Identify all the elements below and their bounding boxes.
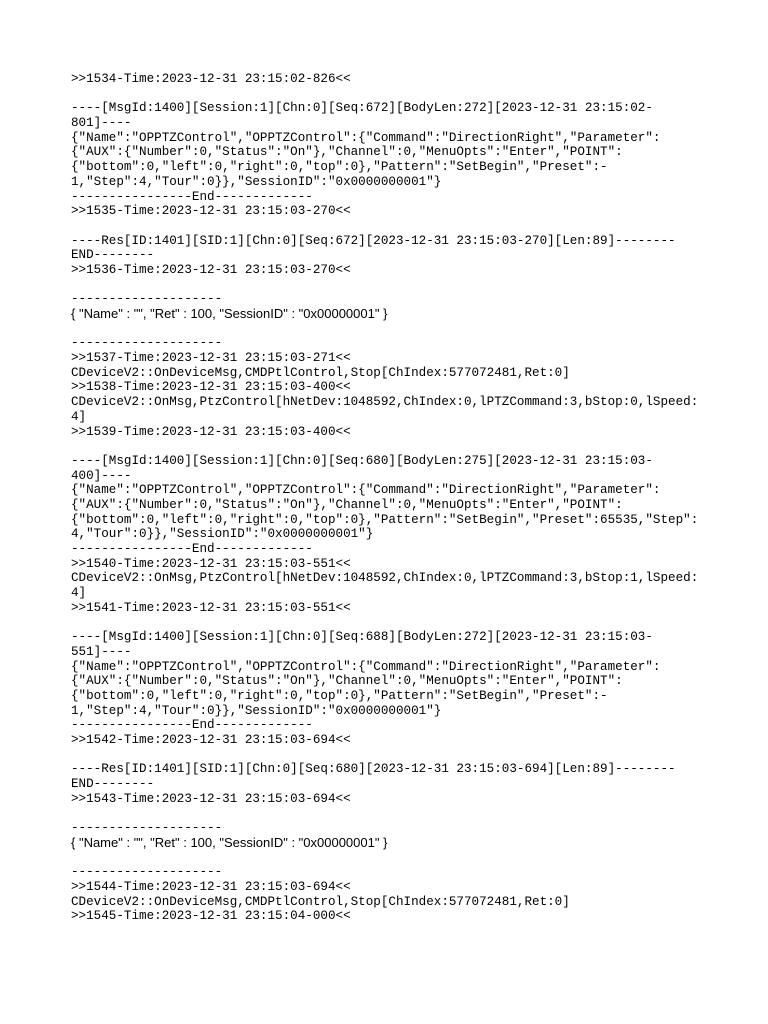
- log-line: 1,"Step":4,"Tour":0}},"SessionID":"0x0000000001"}: [71, 703, 442, 718]
- log-document: [71, 72, 711, 924]
- blank-line: [71, 322, 711, 337]
- log-line: ----------------End-------------: [71, 189, 313, 204]
- blank-line: [71, 439, 711, 454]
- log-line: >>1537-Time:2023-12-31 23:15:03-271<<: [71, 351, 351, 366]
- log-line: {"AUX":{"Number":0,"Status":"On"},"Channel":0,"MenuOpts":"Enter","POINT":: [71, 674, 623, 689]
- log-line: { "Name" : "", "Ret" : 100, "SessionID" : "0x00000001" }: [71, 307, 388, 321]
- log-line: >>1541-Time:2023-12-31 23:15:03-551<<: [71, 600, 351, 615]
- log-line: {"bottom":0,"left":0,"right":0,"top":0},"Pattern":"SetBegin","Preset":-: [71, 160, 608, 175]
- log-line: ----Res[ID:1401][SID:1][Chn:0][Seq:672][2023-12-31 23:15:03-270][Len:89]--------: [71, 233, 676, 248]
- log-line: {"bottom":0,"left":0,"right":0,"top":0},"Pattern":"SetBegin","Preset":-: [71, 688, 608, 703]
- log-line: END--------: [71, 777, 155, 791]
- blank-line: [71, 278, 711, 293]
- log-line: END--------: [71, 248, 155, 263]
- blank-line: [71, 748, 711, 763]
- log-line: {"Name":"OPPTZControl","OPPTZControl":{"Command":"DirectionRight","Parameter":: [71, 659, 661, 674]
- log-line: CDeviceV2::OnMsg,PtzControl[hNetDev:1048592,ChIndex:0,lPTZCommand:3,bStop:1,lSpeed:: [71, 571, 699, 586]
- blank-line: [71, 615, 711, 630]
- log-line: --------------------: [71, 821, 223, 836]
- log-line: >>1540-Time:2023-12-31 23:15:03-551<<: [71, 556, 351, 571]
- log-line: 4,"Tour":0}},"SessionID":"0x0000000001"}: [71, 527, 374, 542]
- log-line: {"Name":"OPPTZControl","OPPTZControl":{"Command":"DirectionRight","Parameter":: [71, 483, 661, 498]
- log-line: --------------------: [71, 292, 223, 307]
- log-line: {"AUX":{"Number":0,"Status":"On"},"Channel":0,"MenuOpts":"Enter","POINT":: [71, 145, 623, 160]
- log-line: 1,"Step":4,"Tour":0}},"SessionID":"0x0000000001"}: [71, 174, 442, 189]
- log-line: 4]: [71, 586, 87, 601]
- log-line: >>1543-Time:2023-12-31 23:15:03-694<<: [71, 791, 351, 806]
- log-line: >>1545-Time:2023-12-31 23:15:04-000<<: [71, 909, 351, 924]
- log-line: >>1534-Time:2023-12-31 23:15:02-826<<: [71, 72, 351, 86]
- blank-line: [71, 87, 711, 102]
- log-line: ----[MsgId:1400][Session:1][Chn:0][Seq:672][BodyLen:272][2023-12-31 23:15:02-: [71, 101, 653, 116]
- log-line: >>1539-Time:2023-12-31 23:15:03-400<<: [71, 424, 351, 439]
- log-line: ----[MsgId:1400][Session:1][Chn:0][Seq:680][BodyLen:275][2023-12-31 23:15:03-: [71, 453, 653, 468]
- log-line: ----------------End-------------: [71, 542, 313, 556]
- log-text-block: [71, 72, 711, 924]
- log-line: ----------------End-------------: [71, 718, 313, 733]
- log-line: {"bottom":0,"left":0,"right":0,"top":0},"Pattern":"SetBegin","Preset":65535,"Step":: [71, 512, 699, 527]
- blank-line: [71, 850, 711, 865]
- blank-line: [71, 219, 711, 234]
- log-line: >>1542-Time:2023-12-31 23:15:03-694<<: [71, 732, 351, 747]
- log-line: --------------------: [71, 865, 223, 880]
- log-line: 801]----: [71, 116, 132, 131]
- log-line: CDeviceV2::OnDeviceMsg,CMDPtlControl,Stop[ChIndex:577072481,Ret:0]: [71, 894, 570, 909]
- log-line: 551]----: [71, 644, 132, 659]
- log-line: ----[MsgId:1400][Session:1][Chn:0][Seq:688][BodyLen:272][2023-12-31 23:15:03-: [71, 630, 653, 645]
- log-line: {"Name":"OPPTZControl","OPPTZControl":{"Command":"DirectionRight","Parameter":: [71, 130, 661, 145]
- log-line: CDeviceV2::OnDeviceMsg,CMDPtlControl,Stop[ChIndex:577072481,Ret:0]: [71, 365, 570, 380]
- log-line: {"AUX":{"Number":0,"Status":"On"},"Channel":0,"MenuOpts":"Enter","POINT":: [71, 497, 623, 512]
- log-line: >>1544-Time:2023-12-31 23:15:03-694<<: [71, 879, 351, 894]
- log-line: ----Res[ID:1401][SID:1][Chn:0][Seq:680][2023-12-31 23:15:03-694][Len:89]--------: [71, 762, 676, 777]
- log-line: { "Name" : "", "Ret" : 100, "SessionID" : "0x00000001" }: [71, 835, 388, 850]
- log-line: >>1538-Time:2023-12-31 23:15:03-400<<: [71, 380, 351, 395]
- log-line: --------------------: [71, 336, 223, 351]
- log-line: 4]: [71, 409, 87, 424]
- blank-line: [71, 806, 711, 821]
- log-line: CDeviceV2::OnMsg,PtzControl[hNetDev:1048592,ChIndex:0,lPTZCommand:3,bStop:0,lSpeed:: [71, 395, 699, 410]
- log-line: >>1536-Time:2023-12-31 23:15:03-270<<: [71, 262, 351, 277]
- log-line: 400]----: [71, 468, 132, 483]
- log-line: >>1535-Time:2023-12-31 23:15:03-270<<: [71, 204, 351, 219]
